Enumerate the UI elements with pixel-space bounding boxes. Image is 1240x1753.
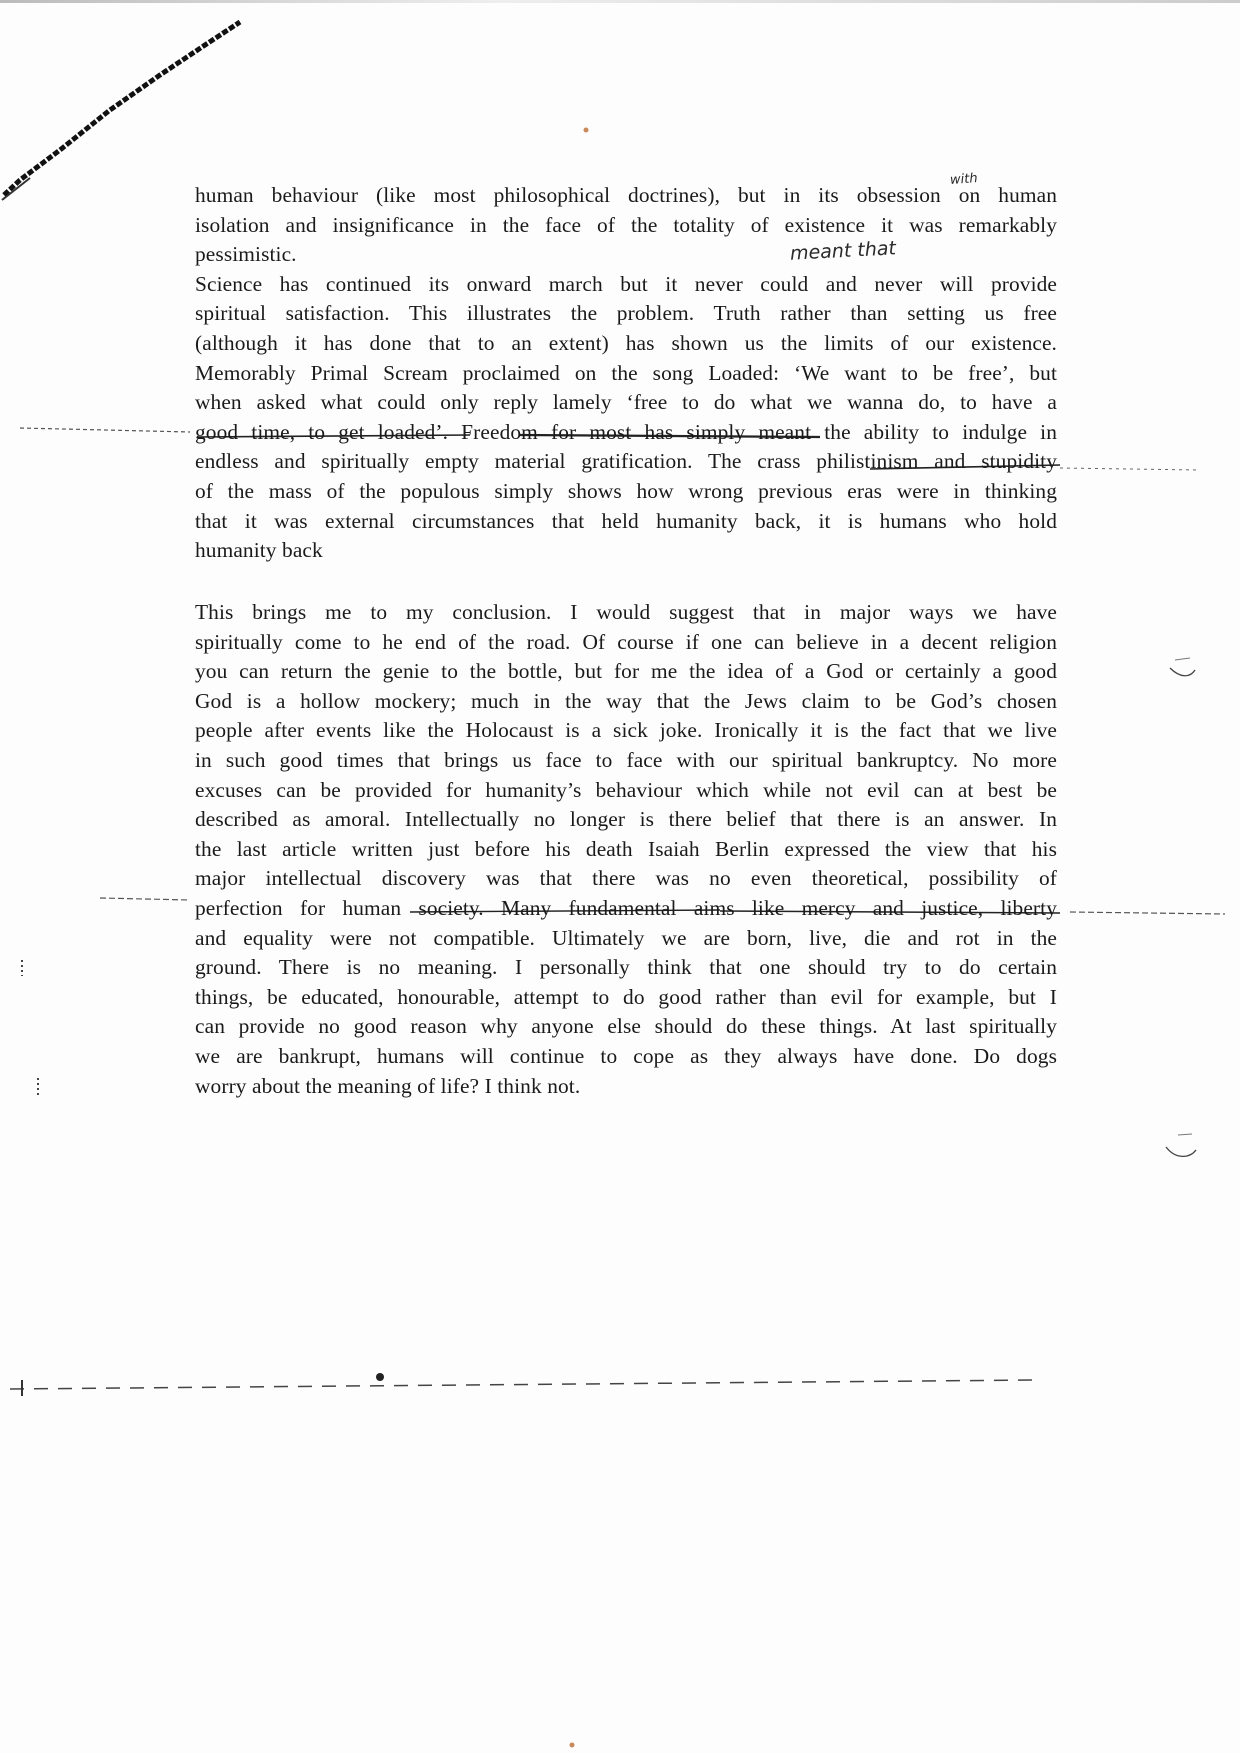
text-line: things, be educated, honourable, attempt to do good rather than evil for example, but I bbox=[195, 984, 1057, 1009]
scan-top-edge bbox=[0, 0, 1240, 3]
text-line: (although it has done that to an extent) has shown us the limits of our existence. bbox=[195, 330, 1057, 355]
text-line: excuses can be provided for humanity’s behaviour which while not evil can at best be bbox=[195, 777, 1057, 802]
text-line: Science has continued its onward march but it never could and never will provide bbox=[195, 271, 1057, 296]
text-line: Memorably Primal Scream proclaimed on the song Loaded: ‘We want to be free’, but bbox=[195, 360, 1057, 385]
handwritten-note-meant-that: meant that bbox=[789, 237, 897, 265]
text-line: we are bankrupt, humans will continue to cope as they always have done. Do dogs bbox=[195, 1043, 1057, 1068]
text-line: described as amoral. Intellectually no longer is there belief that there is an answer. In bbox=[195, 807, 1057, 832]
handwritten-note-with: with bbox=[949, 171, 979, 188]
text-line: spiritual satisfaction. This illustrates the problem. Truth rather than setting us free bbox=[195, 301, 1057, 326]
text-line: when asked what could only reply lamely ‘free to do what we wanna do, to have a bbox=[195, 390, 1057, 415]
text-line: good time, to get loaded’. Freedom for most has simply meant the ability to indulge in bbox=[195, 419, 1057, 444]
text-line: and equality were not compatible. Ultimately we are born, live, die and rot in the bbox=[195, 925, 1057, 950]
paragraph-continuation bbox=[195, 181, 1057, 566]
text-line: spiritually come to he end of the road. Of course if one can believe in a decent religion bbox=[195, 629, 1057, 654]
text-line: pessimistic. bbox=[195, 242, 297, 267]
text-line: major intellectual discovery was that there was no even theoretical, possibility of bbox=[195, 866, 1057, 891]
text-line: people after events like the Holocaust is a sick joke. Ironically it is the fact that we live bbox=[195, 718, 1057, 743]
text-line: of the mass of the populous simply shows how wrong previous eras were in thinking bbox=[195, 478, 1057, 503]
text-line: worry about the meaning of life? I think not. bbox=[195, 1073, 581, 1098]
text-line: This brings me to my conclusion. I would suggest that in major ways we have bbox=[195, 600, 1057, 624]
text-line: endless and spiritually empty material gratification. The crass philistinism and stupidity bbox=[195, 449, 1057, 474]
text-line: that it was external circumstances that held humanity back, it is humans who hold bbox=[195, 508, 1057, 533]
text-line: the last article written just before his death Isaiah Berlin expressed the view that his bbox=[195, 836, 1057, 861]
text-line: humanity back bbox=[195, 538, 323, 563]
text-line: can provide no good reason why anyone else should do these things. At last spiritually bbox=[195, 1014, 1057, 1039]
text-line: isolation and insignificance in the face of the totality of existence it was remarkably bbox=[195, 212, 1057, 237]
text-line: in such good times that brings us face to face with our spiritual bankruptcy. No more bbox=[195, 747, 1057, 772]
text-line: God is a hollow mockery; much in the way that the Jews claim to be God’s chosen bbox=[195, 688, 1057, 713]
text-line: you can return the genie to the bottle, but for me the idea of a God or certainly a good bbox=[195, 659, 1057, 684]
text-line: ground. There is no meaning. I personally think that one should try to do certain bbox=[195, 955, 1057, 980]
text-line: perfection for human society. Many fundamental aims like mercy and justice, liberty bbox=[195, 895, 1057, 920]
text-line: human behaviour (like most philosophical doctrines), but in its obsession on human bbox=[195, 183, 1057, 207]
paragraph-conclusion bbox=[195, 598, 1057, 1101]
